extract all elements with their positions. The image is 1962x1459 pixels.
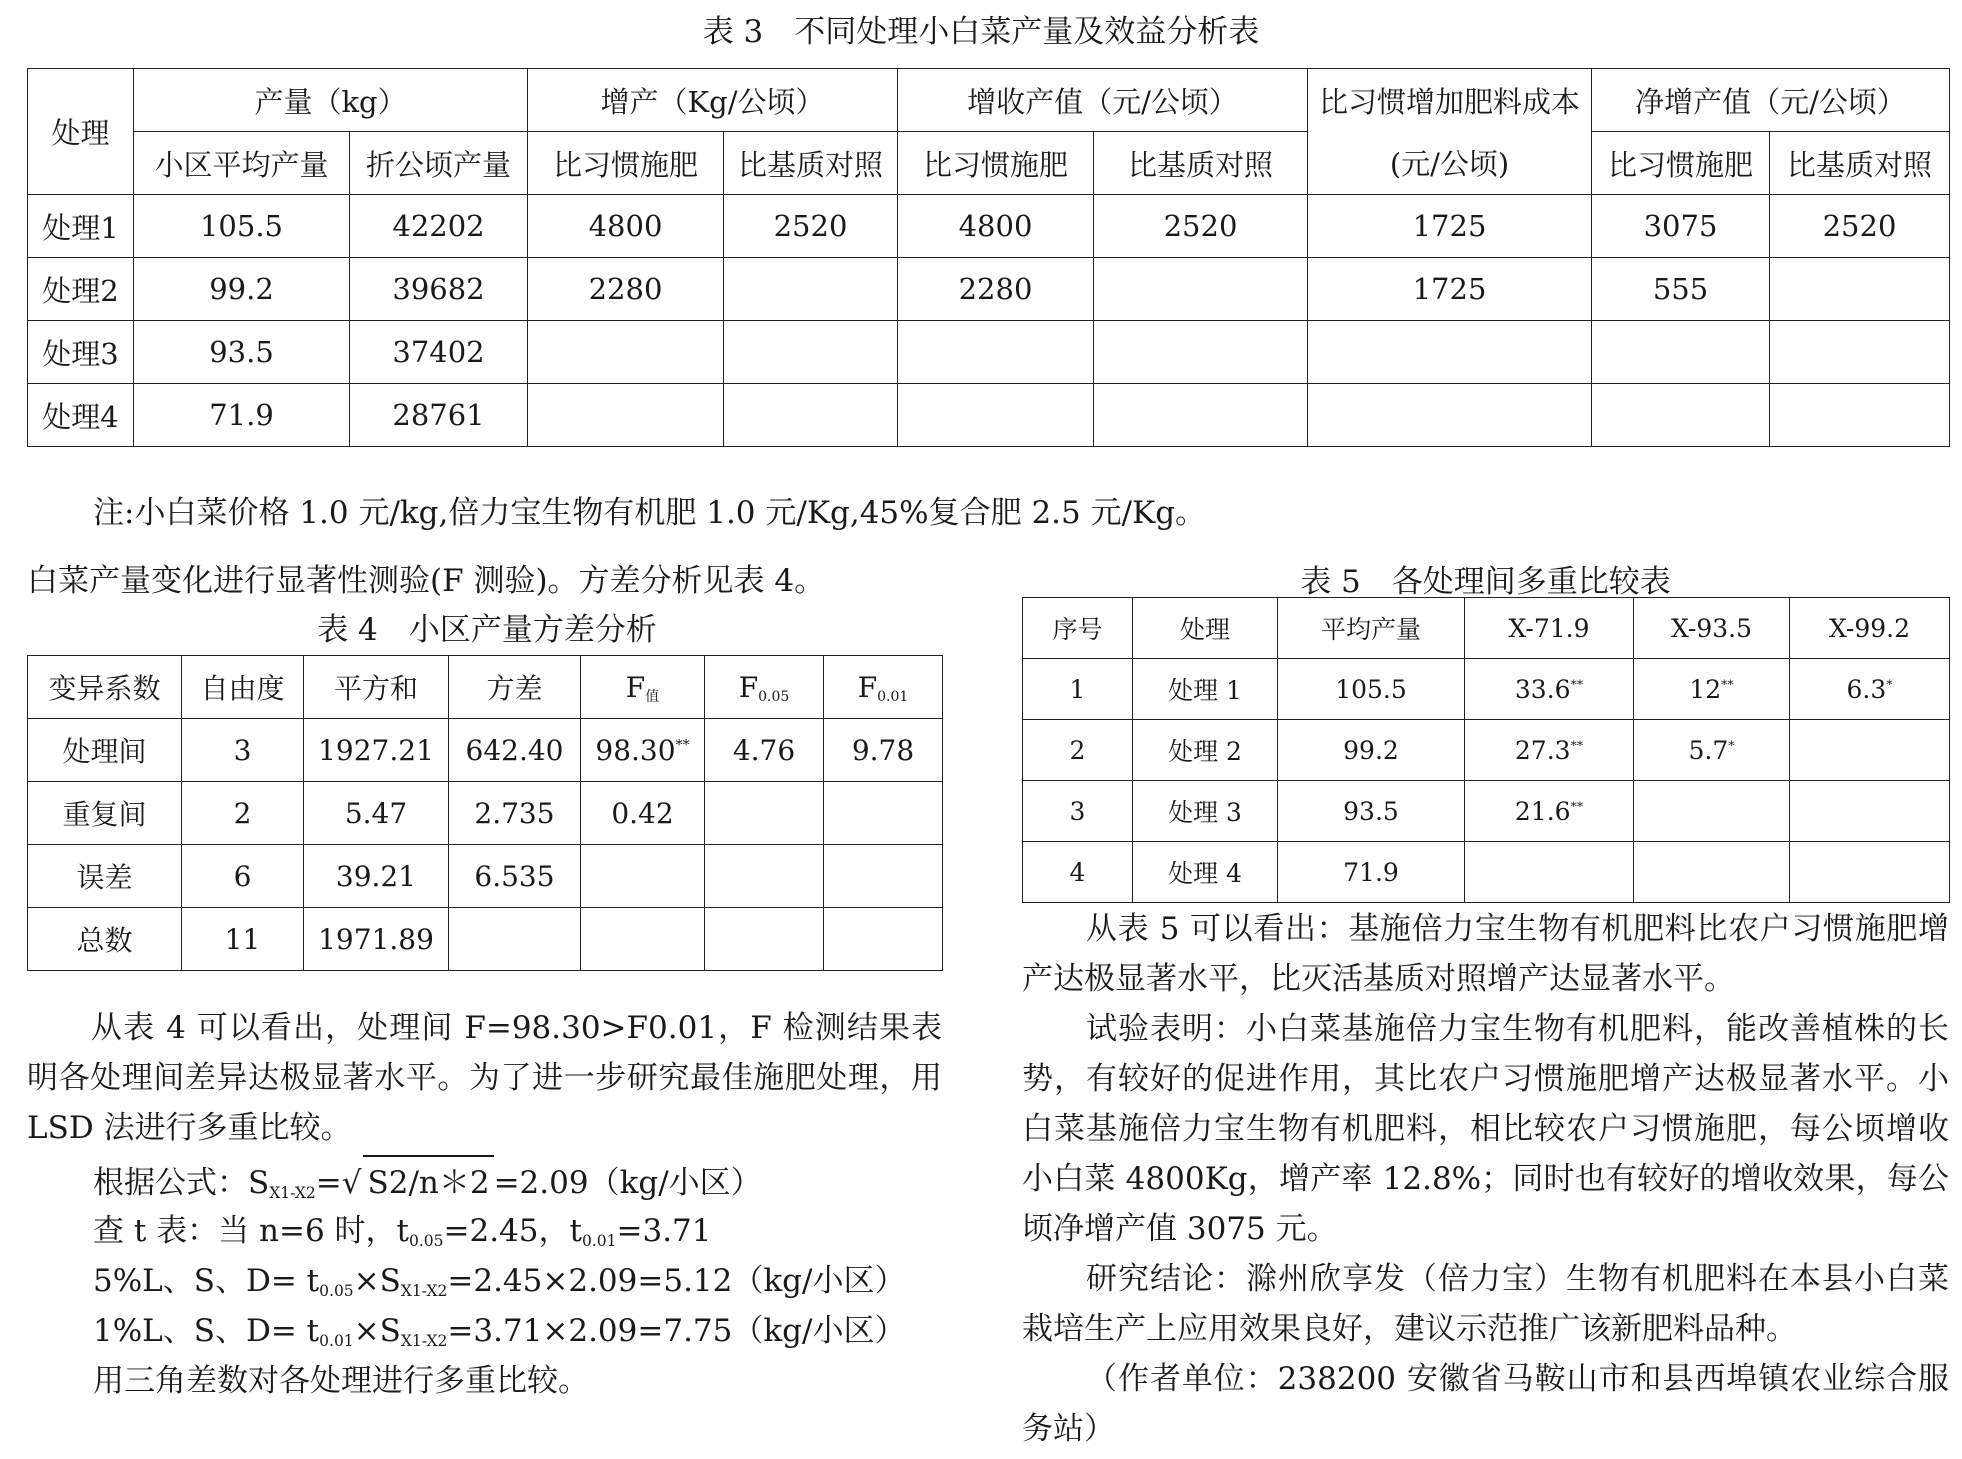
table-cell <box>1634 842 1790 903</box>
table-cell: 6.535 <box>449 845 581 908</box>
table4-header-f001-sub: 0.01 <box>877 689 909 706</box>
table3-caption: 表 3 不同处理小白菜产量及效益分析表 <box>702 14 1260 50</box>
table-cell <box>724 258 898 321</box>
table-cell: 11 <box>182 908 304 971</box>
price-note: 注:小白菜价格 1.0 元/kg,倍力宝生物有机肥 1.0 元/Kg,45%复合肥 2.5 元/Kg。 <box>93 495 1207 531</box>
table4-caption: 表 4 小区产量方差分析 <box>317 612 657 648</box>
table-cell: 1927.21 <box>304 719 449 782</box>
table-cell: 处理4 <box>28 384 134 447</box>
table-cell <box>1634 659 1790 720</box>
table5-header-diff-1: X-71.9 <box>1465 598 1634 659</box>
table-cell: 6 <box>182 845 304 908</box>
table5-header-avg: 平均产量 <box>1278 598 1465 659</box>
table4-header-f001 <box>824 656 943 719</box>
table4-header-f-main: F <box>625 670 646 704</box>
table-cell: 555 <box>1592 258 1770 321</box>
table-cell: 3075 <box>1592 195 1770 258</box>
table-cell: 1725 <box>1308 258 1592 321</box>
table-cell: 71.9 <box>134 384 350 447</box>
table-cell <box>528 384 724 447</box>
table-cell <box>1592 384 1770 447</box>
diff-value: 5.7 <box>1688 735 1729 765</box>
table-cell: 1725 <box>1308 195 1592 258</box>
t-sub-2: 0.01 <box>581 1232 617 1251</box>
table-cell <box>581 908 705 971</box>
table4-header-f005-sub: 0.05 <box>758 689 790 706</box>
diff-value: 12 <box>1689 674 1722 704</box>
table-cell <box>1094 321 1308 384</box>
table-row <box>28 719 943 782</box>
table-cell: 642.40 <box>449 719 581 782</box>
lsd5-a: 5%L、S、D= t <box>93 1263 320 1299</box>
table3-sub-increase-vs-habit: 比习惯施肥 <box>528 132 724 195</box>
lsd1-sub-2: X1-X2 <box>400 1332 448 1351</box>
table-cell <box>898 384 1094 447</box>
significance-mark: ** <box>675 737 690 754</box>
lsd1-a: 1%L、S、D= t <box>93 1313 320 1349</box>
table-row <box>28 845 943 908</box>
table-row <box>1023 842 1950 903</box>
lsd5-line <box>93 1255 905 1300</box>
table3-sub-increase-vs-control: 比基质对照 <box>724 132 898 195</box>
f-value: 98.30 <box>595 733 676 767</box>
table-cell: 2520 <box>1094 195 1308 258</box>
table-cell: 1 <box>1023 659 1133 720</box>
table-cell: 93.5 <box>134 321 350 384</box>
table3-sub-per-ha: 折公顷产量 <box>350 132 528 195</box>
table-cell <box>724 384 898 447</box>
table3-sub-net-vs-control: 比基质对照 <box>1770 132 1950 195</box>
table-cell <box>1770 258 1950 321</box>
table-cell <box>1094 384 1308 447</box>
lsd1-b: ×S <box>353 1313 401 1349</box>
formula-eq: = <box>315 1165 342 1201</box>
table-cell <box>1634 781 1790 842</box>
table-cell <box>1465 720 1634 781</box>
table-cell: 3 <box>182 719 304 782</box>
table-cell <box>705 908 824 971</box>
table3-header-treatment: 处理 <box>28 69 134 195</box>
table4-header-f-sub: 值 <box>645 689 660 706</box>
table-cell: 105.5 <box>1278 659 1465 720</box>
table-cell: 39.21 <box>304 845 449 908</box>
table-cell: 39682 <box>350 258 528 321</box>
left-intro-line: 白菜产量变化进行显著性测验(F 测验)。方差分析见表 4。 <box>27 563 826 599</box>
table-cell <box>1465 842 1634 903</box>
table-row <box>28 321 1950 384</box>
lsd5-b: ×S <box>353 1263 401 1299</box>
table3-sub-plot-avg: 小区平均产量 <box>134 132 350 195</box>
table4-header-f005-main: F <box>738 670 759 704</box>
table-cell <box>1592 321 1770 384</box>
table-cell <box>528 321 724 384</box>
lsd5-sub-1: 0.05 <box>319 1282 354 1301</box>
table3-header-yield: 产量（kg） <box>134 69 528 132</box>
table-cell: 处理1 <box>28 195 134 258</box>
table-row <box>1023 720 1950 781</box>
table-cell: 3 <box>1023 781 1133 842</box>
diff-value: 27.3 <box>1514 735 1571 765</box>
table3-header-increase: 增产（Kg/公顷） <box>528 69 898 132</box>
table5-header-name: 处理 <box>1133 598 1278 659</box>
table-cell <box>1790 842 1950 903</box>
table-cell: 99.2 <box>1278 720 1465 781</box>
significance-mark: ** <box>1570 798 1584 814</box>
significance-mark: ** <box>1570 676 1584 692</box>
table4-header-df: 自由度 <box>182 656 304 719</box>
table-cell <box>705 782 824 845</box>
formula-radicand: S2/n＊2 <box>363 1155 493 1202</box>
table-cell <box>1790 720 1950 781</box>
table-cell <box>581 845 705 908</box>
table-cell <box>1308 384 1592 447</box>
table-cell: 4.76 <box>705 719 824 782</box>
left-paragraph-1 <box>27 1003 942 1153</box>
table-cell <box>1790 659 1950 720</box>
table-cell <box>581 719 705 782</box>
table5-header-diff-2: X-93.5 <box>1634 598 1790 659</box>
table-cell <box>1770 321 1950 384</box>
table-cell: 处理 3 <box>1133 781 1278 842</box>
table-cell: 37402 <box>350 321 528 384</box>
table-cell: 4800 <box>528 195 724 258</box>
formula-line <box>93 1155 762 1202</box>
table-cell <box>824 782 943 845</box>
diff-value: 33.6 <box>1514 674 1571 704</box>
table4 <box>27 655 943 971</box>
table3-sub-income-vs-habit: 比习惯施肥 <box>898 132 1094 195</box>
table-cell: 28761 <box>350 384 528 447</box>
table-cell: 2280 <box>898 258 1094 321</box>
significance-mark: * <box>1886 676 1893 692</box>
table-cell: 1971.89 <box>304 908 449 971</box>
formula-result: =2.09（kg/小区） <box>493 1165 762 1201</box>
table4-header-f001-main: F <box>857 670 878 704</box>
table3-header-cost-line1: 比习惯增加肥料成本 <box>1308 69 1592 132</box>
table3-header-cost-line2: (元/公顷) <box>1308 132 1592 195</box>
table-cell <box>724 321 898 384</box>
formula-sub: X1-X2 <box>269 1184 316 1203</box>
table4-header-f005 <box>705 656 824 719</box>
table-cell <box>824 845 943 908</box>
f-value: 0.42 <box>611 796 674 830</box>
t-sub-1: 0.05 <box>409 1232 444 1251</box>
right-paragraph-2: 试验表明：小白菜基施倍力宝生物有机肥料，能改善植株的长势，有较好的促进作用，其比农户习惯施肥增产达极显著水平。小白菜基施倍力宝生物有机肥料，相比较农户习惯施肥，每公顷增收小白菜 4800Kg，增产率 12.8%；同时也有较好的增收效果，每公顷净增产值 3075 元。 <box>1022 1011 1949 1247</box>
diff-value: 21.6 <box>1514 796 1571 826</box>
table-cell: 42202 <box>350 195 528 258</box>
table-cell: 重复间 <box>28 782 182 845</box>
table-row <box>28 195 1950 258</box>
table-cell: 总数 <box>28 908 182 971</box>
lsd1-c: =3.71×2.09=7.75（kg/小区） <box>447 1313 906 1349</box>
table-cell: 2 <box>1023 720 1133 781</box>
table-cell: 93.5 <box>1278 781 1465 842</box>
table4-header-source: 变异系数 <box>28 656 182 719</box>
table4-header-f <box>581 656 705 719</box>
table-row <box>28 908 943 971</box>
table4-header-ss: 平方和 <box>304 656 449 719</box>
left-last-line: 用三角差数对各处理进行多重比较。 <box>93 1363 589 1399</box>
right-paragraph-1: 从表 5 可以看出：基施倍力宝生物有机肥料比农户习惯施肥增产达极显著水平，比灭活基质对照增产达显著水平。 <box>1022 911 1949 997</box>
table-cell <box>1770 384 1950 447</box>
table-cell: 处理 1 <box>1133 659 1278 720</box>
table-cell: 4 <box>1023 842 1133 903</box>
table-cell: 2520 <box>724 195 898 258</box>
table5 <box>1022 597 1950 903</box>
lsd1-line <box>93 1305 905 1350</box>
table3-sub-net-vs-habit: 比习惯施肥 <box>1592 132 1770 195</box>
formula-prefix: 根据公式：S <box>93 1165 270 1201</box>
t-table-line <box>93 1205 712 1250</box>
lsd5-c: =2.45×2.09=5.12（kg/小区） <box>447 1263 906 1299</box>
table-cell: 误差 <box>28 845 182 908</box>
table-cell: 5.47 <box>304 782 449 845</box>
lsd1-sub-1: 0.01 <box>319 1332 354 1351</box>
table3-sub-income-vs-control: 比基质对照 <box>1094 132 1308 195</box>
left-paragraph-1-text: 从表 4 可以看出，处理间 F=98.30>F0.01，F 检测结果表明各处理间差异达极显著水平。为了进一步研究最佳施肥处理，用 LSD 法进行多重比较。 <box>27 1010 942 1146</box>
table-row <box>1023 781 1950 842</box>
t-end: =3.71 <box>616 1213 712 1249</box>
table-cell: 71.9 <box>1278 842 1465 903</box>
table-row <box>28 384 1950 447</box>
table4-header-ms: 方差 <box>449 656 581 719</box>
table3-header-income: 增收产值（元/公顷） <box>898 69 1308 132</box>
t-mid: =2.45，t <box>443 1213 582 1249</box>
sqrt-icon: √ <box>341 1165 362 1201</box>
table-cell: 处理2 <box>28 258 134 321</box>
table5-header-diff-3: X-99.2 <box>1790 598 1950 659</box>
table-cell: 处理3 <box>28 321 134 384</box>
table-cell <box>581 782 705 845</box>
table3 <box>27 68 1950 447</box>
table5-caption: 表 5 各处理间多重比较表 <box>1300 564 1671 600</box>
table-cell: 99.2 <box>134 258 350 321</box>
right-column-text <box>1022 904 1949 1454</box>
table-cell: 处理间 <box>28 719 182 782</box>
table-row <box>28 258 1950 321</box>
table-cell <box>898 321 1094 384</box>
table-cell: 2 <box>182 782 304 845</box>
table5-header-no: 序号 <box>1023 598 1133 659</box>
table-cell <box>1308 321 1592 384</box>
table-cell <box>1634 720 1790 781</box>
author-affiliation: （作者单位：238200 安徽省马鞍山市和县西埠镇农业综合服务站） <box>1022 1361 1949 1447</box>
table-row <box>1023 659 1950 720</box>
table-cell: 105.5 <box>134 195 350 258</box>
table-cell <box>1790 781 1950 842</box>
table-cell: 2520 <box>1770 195 1950 258</box>
significance-mark: ** <box>1570 737 1584 753</box>
table-cell: 处理 4 <box>1133 842 1278 903</box>
table-cell: 4800 <box>898 195 1094 258</box>
table-cell <box>705 845 824 908</box>
significance-mark: * <box>1728 737 1735 753</box>
table-cell: 处理 2 <box>1133 720 1278 781</box>
right-paragraph-3: 研究结论：滁州欣享发（倍力宝）生物有机肥料在本县小白菜栽培生产上应用效果良好，建议示范推广该新肥料品种。 <box>1022 1261 1949 1347</box>
table-cell <box>824 908 943 971</box>
diff-value: 6.3 <box>1846 674 1887 704</box>
lsd5-sub-2: X1-X2 <box>400 1282 448 1301</box>
table-row <box>28 782 943 845</box>
table-cell: 9.78 <box>824 719 943 782</box>
significance-mark: ** <box>1721 676 1734 692</box>
table-cell <box>449 908 581 971</box>
table-cell: 2280 <box>528 258 724 321</box>
table3-header-net: 净增产值（元/公顷） <box>1592 69 1950 132</box>
table-cell <box>1465 781 1634 842</box>
table-cell: 2.735 <box>449 782 581 845</box>
t-prefix: 查 t 表：当 n=6 时，t <box>93 1213 409 1249</box>
table-cell <box>1465 659 1634 720</box>
table-cell <box>1094 258 1308 321</box>
